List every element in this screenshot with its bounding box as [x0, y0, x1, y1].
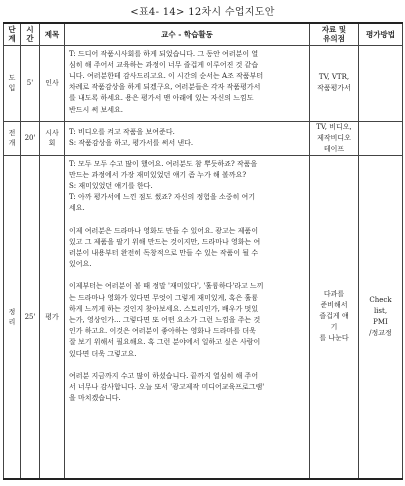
evaluation-cell: Check list, PMI /정교정 [359, 155, 403, 479]
time-cell: 25' [21, 155, 40, 479]
header-stage: 단 계 [4, 23, 21, 45]
activity-cell: T: 드디어 작품시사회를 하게 되었습니다. 그 동안 여러분이 열 심히 해 주어서 교육하는 과정이 너무 즐겁게 이루어진 것 같습 니다. 여러분한테 감사드리고요. 이 시간의 순서는 A조 작품부터 차례로 작품감상을 하게 되겠구요, 여러분들은 각자 작품평가서 를 내도록 하세요. 용은 평가서 맨 아래에 있는 자신의 느낌도 반드시 써 보세요. [65, 45, 310, 121]
topic-cell: 시사 회 [40, 121, 65, 155]
lesson-plan-table [3, 22, 403, 480]
table-row-wrapup [4, 155, 403, 479]
header-row [4, 23, 403, 45]
topic-cell: 인사 [40, 45, 65, 121]
stage-cell: 도 입 [4, 45, 21, 121]
materials-cell: TV, 비디오, 제작비디오 테이프 [310, 121, 359, 155]
stage-cell: 정 리 [4, 155, 21, 479]
time-cell: 20' [21, 121, 40, 155]
activity-cell: T: 비디오를 켜고 작품을 보여준다. S: 작품감상을 하고, 평가서를 써서 낸다. [65, 121, 310, 155]
stage-cell: 전 개 [4, 121, 21, 155]
evaluation-cell [359, 121, 403, 155]
topic-cell: 평가 [40, 155, 65, 479]
header-evaluation: 평가방법 [359, 23, 403, 45]
materials-cell: 다과를 준비해서 즐겁게 얘 기 를 나눈다 [310, 155, 359, 479]
materials-cell: TV, VTR, 작품평가서 [310, 45, 359, 121]
header-topic: 제목 [40, 23, 65, 45]
table-row-development [4, 121, 403, 155]
table-caption: <표4- 14> 12차시 수업지도안 [130, 7, 275, 18]
evaluation-cell [359, 45, 403, 121]
header-materials: 자료 및 유의점 [310, 23, 359, 45]
table-row-intro [4, 45, 403, 121]
activity-cell: T: 모두 모두 수고 많이 했어요. 여러분도 참 뿌듯하죠? 작품을 만드는 과정에서 가장 재미있었던 얘기 좀 누가 해 볼까요? S: 재미있었던 얘기를 한다. T: 아까 평가서에 느낀 점도 썼죠? 자신의 정험을 소중히 여기 세요. 이제 여러분은 드라마나 영화도 만들 수 있어요. 광고는 제품이 있고 그 제품을 팔기 위해 만드는 것이지만, 드라마나 영화는 여 러분이 내용부터 완전히 독창적으로 만들 수 있는 작품이 될 수 있어요. 이제부터는 여러분이 볼 때 정말 '재미있다', '훌륭하다'라고 느끼 는 드라마나 영화가 있다면 무엇이 그렇게 재미있게, 혹은 훌륭 하게 느끼게 하는 것인지 찾아보세요. 스토리인가, 배우가 멋있 는가, 영상인가... 그렇다면 또 어떤 요소가 그런 느낌을 주는 것 인가 하고요. 이것은 여러분이 좋아하는 영화나 드라마를 더욱 잘 보기 위해서 필요해요. 혹 그런 분야에서 일하고 싶은 사람이 있다면 더욱 그렇고요. 여러분 지금까지 수고 많이 하셨습니다. 끝까지 열심히 해 주어 서 너무나 감사합니다. 오늘 또서 '광고제작 미디어교육프로그램' 을 마치겠습니다. [65, 155, 310, 479]
time-cell: 5' [21, 45, 40, 121]
header-activity: 교수 - 학습활동 [65, 23, 310, 45]
header-time: 시 간 [21, 23, 40, 45]
